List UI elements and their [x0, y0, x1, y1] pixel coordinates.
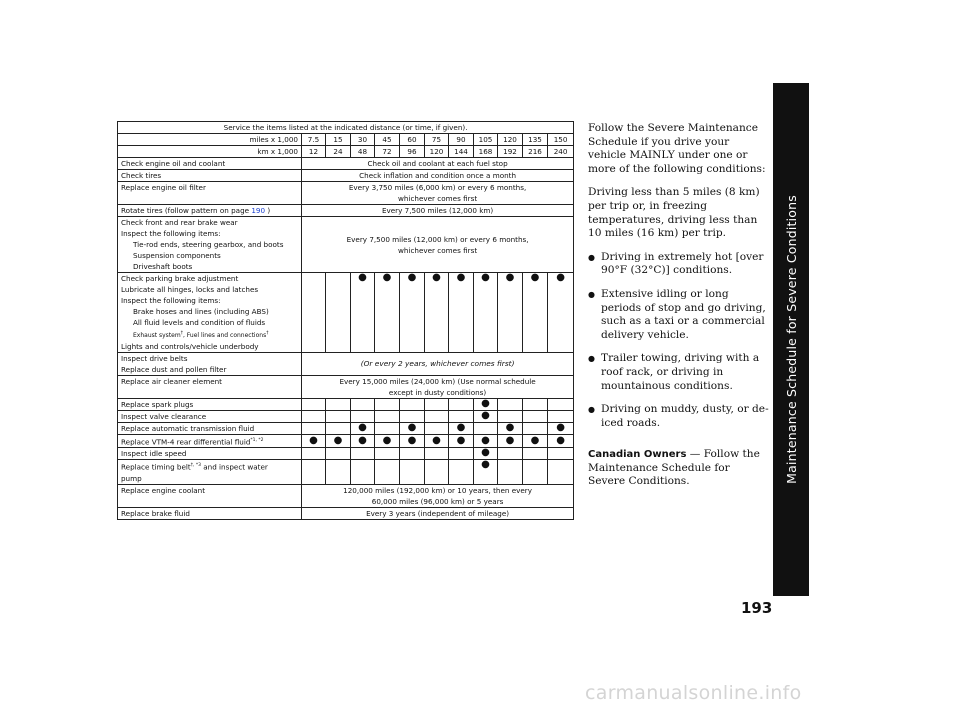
interval-mark-cell — [425, 411, 449, 423]
interval-line: 60,000 miles (96,000 km) or 5 years — [371, 496, 504, 506]
interval-mark-cell — [449, 435, 474, 448]
table-row — [118, 411, 574, 423]
table-row — [118, 217, 574, 273]
interval-mark-cell — [425, 448, 449, 460]
interval-mark-cell — [425, 435, 449, 448]
interval-brake-fluid: Every 3 years (independent of mileage) — [302, 507, 574, 519]
service-dot: ● — [505, 434, 515, 446]
interval-line: whichever comes first — [398, 245, 478, 255]
footnote-mark: †, *3 — [190, 463, 201, 469]
km-value: 48 — [351, 146, 375, 158]
service-dot: ● — [530, 434, 540, 446]
km-value: 12 — [302, 146, 326, 158]
list-item: ● Driving on muddy, dusty, or de-iced roads. — [588, 403, 770, 430]
interval-mark-cell — [498, 423, 523, 435]
interval-brakes — [302, 217, 574, 273]
item-line: Check front and rear brake wear — [121, 218, 238, 227]
interval-mark-cell — [326, 460, 351, 484]
interval-mark-cell — [302, 273, 326, 353]
table-row — [118, 158, 574, 170]
service-dot: ● — [432, 272, 441, 283]
miles-row — [118, 134, 574, 146]
interval-note: (Or every 2 years, whichever comes first) — [360, 359, 515, 368]
canadian-owners-paragraph — [588, 448, 770, 489]
km-value: 168 — [474, 146, 498, 158]
interval-line: Every 3,750 miles (6,000 km) or every 6 months, — [348, 183, 527, 192]
interval-mark-cell — [474, 460, 498, 484]
miles-label: miles x 1,000 — [118, 134, 302, 146]
service-dot: ● — [333, 434, 343, 446]
service-dot: ● — [481, 447, 490, 459]
interval-mark-cell — [523, 460, 548, 484]
interval-mark-cell — [302, 448, 326, 460]
fuel-lines-label: , Fuel lines and connections — [182, 332, 267, 339]
item-line: Check parking brake adjustment — [121, 274, 239, 283]
interval-mark-cell — [375, 460, 400, 484]
interval-mark-cell — [400, 435, 425, 448]
interval-mark-cell — [474, 448, 498, 460]
service-dot: ● — [456, 272, 466, 283]
miles-value: 90 — [449, 134, 474, 146]
section-title: Maintenance Schedule for Severe Conditions — [783, 195, 799, 484]
service-dot: ● — [556, 434, 565, 446]
interval-oil-coolant: Check oil and coolant at each fuel stop — [302, 158, 574, 170]
service-dot: ● — [309, 434, 318, 446]
interval-mark-cell — [449, 399, 474, 411]
item-brakes — [118, 217, 302, 273]
item-yearly-inspection — [118, 273, 302, 353]
item-timing-belt — [118, 460, 302, 484]
timing-label: Replace timing belt — [121, 462, 191, 472]
km-value: 96 — [400, 146, 425, 158]
item-line: Driveshaft boots — [133, 262, 193, 271]
interval-mark-cell — [498, 273, 523, 353]
maintenance-schedule-table — [117, 121, 574, 520]
severe-conditions-text — [588, 122, 770, 499]
interval-mark-cell — [302, 423, 326, 435]
footnote-mark: † — [266, 331, 269, 336]
list-item: ● Trailer towing, driving with a roof rack, or driving in mountainous conditions. — [588, 352, 770, 393]
item-line: Inspect the following items: — [121, 229, 221, 238]
rotate-label: Rotate tires (follow pattern on page — [121, 206, 250, 215]
interval-mark-cell — [375, 423, 400, 435]
miles-value: 60 — [400, 134, 425, 146]
list-item: ● Driving in extremely hot [over 90°F (32°C)] conditions. — [588, 251, 770, 278]
interval-mark-cell — [449, 460, 474, 484]
page-number: 193 — [741, 599, 773, 617]
miles-value: 45 — [375, 134, 400, 146]
exhaust-label: Exhaust system — [133, 332, 181, 339]
interval-mark-cell — [548, 423, 574, 435]
canadian-text: Follow the Maintenance Schedule for Severe Conditions. — [588, 448, 760, 488]
interval-mark-cell — [498, 411, 523, 423]
km-value: 72 — [375, 146, 400, 158]
item-line: pump — [121, 473, 142, 483]
table-header-title: Service the items listed at the indicated distance (or time, if given). — [118, 122, 574, 134]
interval-belts — [302, 353, 574, 376]
interval-mark-cell — [302, 411, 326, 423]
interval-line: Every 15,000 miles (24,000 km) (Use normal schedule — [339, 377, 536, 386]
interval-mark-cell — [326, 423, 351, 435]
interval-mark-cell — [474, 411, 498, 423]
table-row — [118, 376, 574, 399]
interval-line: except in dusty conditions) — [388, 388, 487, 397]
list-item: ● Extensive idling or long periods of stop and go driving, such as a taxi or a commercial delivery vehicle. — [588, 288, 770, 342]
service-dot: ● — [358, 272, 367, 283]
vtm4-label: Replace VTM-4 rear differential fluid — [121, 437, 251, 447]
interval-mark-cell — [351, 399, 375, 411]
interval-mark-cell — [351, 411, 375, 423]
table-row — [118, 484, 574, 507]
miles-value: 75 — [425, 134, 449, 146]
item-line: Lubricate all hinges, locks and latches — [121, 285, 259, 294]
table-row — [118, 423, 574, 435]
interval-mark-cell — [326, 273, 351, 353]
km-value: 240 — [548, 146, 574, 158]
km-value: 24 — [326, 146, 351, 158]
service-dot: ● — [481, 272, 490, 283]
interval-air-cleaner — [302, 376, 574, 399]
service-dot: ● — [456, 422, 466, 433]
interval-mark-cell — [425, 399, 449, 411]
service-dot: ● — [556, 422, 565, 433]
table-row — [118, 205, 574, 217]
item-oil-filter: Replace engine oil filter — [118, 182, 302, 205]
item-air-cleaner: Replace air cleaner element — [118, 376, 302, 399]
item-line — [121, 460, 298, 472]
item-line: Replace dust and pollen filter — [121, 365, 227, 374]
table-row — [118, 399, 574, 411]
page-reference-link[interactable]: 190 — [251, 206, 266, 215]
service-dot: ● — [530, 272, 540, 283]
interval-mark-cell — [400, 399, 425, 411]
item-tires: Check tires — [118, 170, 302, 182]
table-row — [118, 460, 574, 484]
service-dot: ● — [481, 434, 490, 446]
interval-line: whichever comes first — [398, 194, 478, 203]
interval-mark-cell — [498, 399, 523, 411]
intro-paragraph: Follow the Severe Maintenance Schedule if you drive your vehicle MAINLY under one or more of the following conditions: — [588, 122, 766, 175]
service-dot: ● — [382, 434, 392, 446]
interval-mark-cell — [474, 273, 498, 353]
interval-mark-cell — [375, 435, 400, 448]
interval-mark-cell — [326, 411, 351, 423]
interval-line: 120,000 miles (192,000 km) or 10 years, then every — [343, 485, 533, 495]
km-value: 120 — [425, 146, 449, 158]
interval-mark-cell — [425, 273, 449, 353]
interval-mark-cell — [449, 423, 474, 435]
service-dot: ● — [556, 272, 565, 283]
table-row — [118, 182, 574, 205]
item-line: All fluid levels and condition of fluids — [133, 318, 266, 327]
watermark: carmanualsonline.info — [585, 682, 802, 704]
item-line — [121, 328, 298, 341]
km-value: 192 — [498, 146, 523, 158]
item-engine-coolant: Replace engine coolant — [118, 484, 302, 507]
interval-mark-cell — [548, 460, 574, 484]
item-line: Inspect drive belts — [121, 354, 188, 363]
miles-value: 7.5 — [302, 134, 326, 146]
interval-mark-cell — [400, 448, 425, 460]
service-dot: ● — [407, 434, 417, 446]
miles-value: 150 — [548, 134, 574, 146]
interval-mark-cell — [425, 460, 449, 484]
interval-oil-filter — [302, 182, 574, 205]
interval-mark-cell — [302, 460, 326, 484]
interval-mark-cell — [302, 435, 326, 448]
interval-mark-cell — [351, 273, 375, 353]
interval-mark-cell — [548, 448, 574, 460]
item-valve-clearance: Inspect valve clearance — [118, 411, 302, 423]
interval-mark-cell — [498, 460, 523, 484]
interval-mark-cell — [375, 411, 400, 423]
footnote-mark: *1, *2 — [250, 438, 264, 443]
interval-mark-cell — [474, 423, 498, 435]
service-dot: ● — [407, 422, 417, 433]
canadian-heading: Canadian Owners — [588, 449, 687, 461]
item-idle-speed: Inspect idle speed — [118, 448, 302, 460]
interval-mark-cell — [548, 411, 574, 423]
interval-mark-cell — [326, 399, 351, 411]
km-value: 144 — [449, 146, 474, 158]
item-line: Tie-rod ends, steering gearbox, and boots — [133, 240, 284, 249]
miles-value: 135 — [523, 134, 548, 146]
item-vtm4-fluid — [118, 435, 302, 448]
interval-mark-cell — [449, 448, 474, 460]
interval-mark-cell — [523, 448, 548, 460]
interval-rotate-tires: Every 7,500 miles (12,000 km) — [302, 205, 574, 217]
interval-mark-cell — [449, 411, 474, 423]
item-oil-coolant: Check engine oil and coolant — [118, 158, 302, 170]
interval-mark-cell — [326, 435, 351, 448]
rotate-label-end: ) — [267, 206, 271, 215]
miles-value: 30 — [351, 134, 375, 146]
interval-mark-cell — [326, 448, 351, 460]
interval-note — [326, 424, 351, 434]
interval-mark-cell — [351, 460, 375, 484]
interval-mark-cell — [474, 399, 498, 411]
interval-mark-cell — [498, 435, 523, 448]
interval-mark-cell — [425, 423, 449, 435]
timing-label-end: and inspect water — [200, 462, 268, 472]
interval-mark-cell — [449, 273, 474, 353]
section-tab-title — [773, 83, 809, 596]
interval-note — [326, 412, 351, 422]
interval-mark-cell — [375, 448, 400, 460]
interval-mark-cell — [302, 399, 326, 411]
interval-mark-cell — [548, 399, 574, 411]
interval-mark-cell — [351, 423, 375, 435]
interval-mark-cell — [400, 273, 425, 353]
service-dot: ● — [358, 434, 367, 446]
interval-mark-cell — [400, 423, 425, 435]
interval-mark-cell — [375, 273, 400, 353]
table-row — [118, 507, 574, 519]
interval-mark-cell — [351, 448, 375, 460]
service-dot: ● — [505, 272, 515, 283]
interval-note — [326, 342, 351, 352]
interval-mark-cell — [375, 399, 400, 411]
table-row — [118, 170, 574, 182]
interval-mark-cell — [474, 435, 498, 448]
interval-line: Every 7,500 miles (12,000 km) or every 6 months, — [346, 234, 529, 244]
interval-mark-cell — [498, 448, 523, 460]
item-rotate-tires — [118, 205, 302, 217]
service-dot: ● — [432, 434, 441, 446]
service-dot: ● — [382, 272, 392, 283]
interval-mark-cell — [400, 460, 425, 484]
item-belts — [118, 353, 302, 376]
service-dot: ● — [407, 272, 417, 283]
miles-value: 15 — [326, 134, 351, 146]
table-row — [118, 435, 574, 448]
interval-mark-cell — [548, 273, 574, 353]
item-brake-fluid: Replace brake fluid — [118, 507, 302, 519]
item-spark-plugs: Replace spark plugs — [118, 399, 302, 411]
item-line: Suspension components — [133, 251, 221, 260]
km-value: 216 — [523, 146, 548, 158]
header-row — [118, 122, 574, 134]
interval-mark-cell — [523, 435, 548, 448]
item-line: Inspect the following items: — [121, 296, 221, 305]
conditions-list — [588, 251, 770, 431]
interval-mark-cell — [523, 423, 548, 435]
miles-value: 120 — [498, 134, 523, 146]
service-dot: ● — [481, 459, 490, 471]
interval-mark-cell — [523, 411, 548, 423]
interval-mark-cell — [548, 435, 574, 448]
interval-mark-cell — [523, 273, 548, 353]
footnote-mark: † — [180, 331, 183, 336]
service-dot: ● — [505, 422, 515, 433]
interval-mark-cell — [523, 399, 548, 411]
item-line: Brake hoses and lines (including ABS) — [133, 307, 269, 316]
interval-mark-cell — [400, 411, 425, 423]
table-row — [118, 448, 574, 460]
interval-mark-cell — [351, 435, 375, 448]
km-row — [118, 146, 574, 158]
interval-engine-coolant — [302, 484, 574, 507]
miles-value: 105 — [474, 134, 498, 146]
service-dot: ● — [358, 422, 367, 433]
table-row — [118, 273, 574, 353]
short-trip-paragraph: Driving less than 5 miles (8 km) per trip or, in freezing temperatures, driving less than 10 miles (16 km) per trip. — [588, 186, 760, 240]
item-transmission-fluid: Replace automatic transmission fluid — [118, 423, 302, 435]
table-row — [118, 353, 574, 376]
service-dot: ● — [456, 434, 466, 446]
item-line: Lights and controls/vehicle underbody — [121, 342, 259, 351]
interval-tires: Check inflation and condition once a month — [302, 170, 574, 182]
interval-note — [326, 474, 351, 484]
km-label: km x 1,000 — [118, 146, 302, 158]
service-dot: ● — [481, 410, 490, 421]
canadian-dash: — — [689, 448, 701, 461]
service-dot: ● — [481, 398, 490, 409]
